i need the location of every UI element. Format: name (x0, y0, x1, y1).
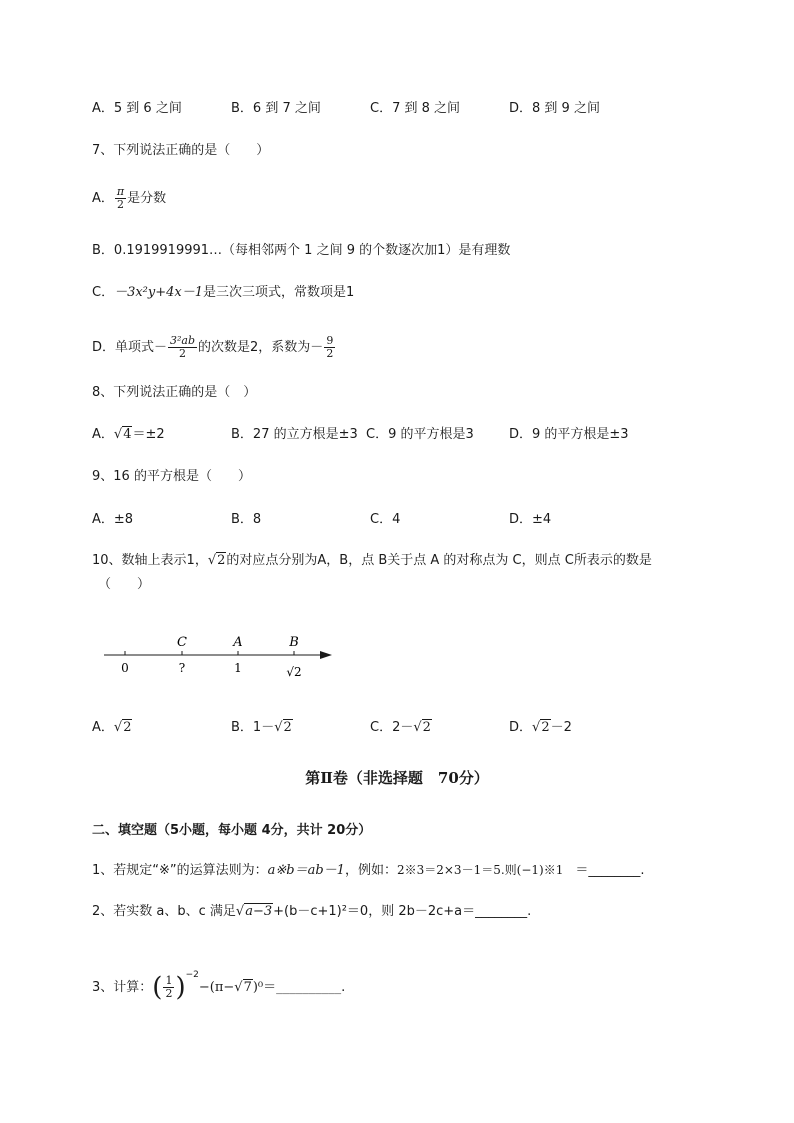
value-label-0: 0 (121, 661, 129, 675)
q10-stem-start: 10、数轴上表示1， (92, 553, 208, 568)
q7-option-a-suffix: 是分数 (127, 191, 167, 206)
q7-option-a-fraction (115, 186, 126, 211)
sqrt-symbol: √2 (207, 553, 226, 568)
fill1-example: 2※3＝2×3－1＝5.则(−1)※1 (396, 863, 564, 877)
q7-option-d (92, 335, 336, 360)
q6-option-a: A．5 到 6 之间 (92, 101, 182, 116)
fill3-fraction (163, 975, 174, 1000)
q8-stem: 8、下列说法正确的是（ ） (92, 385, 257, 400)
fill1-text-mid: ，例如： (344, 863, 397, 878)
radicand: 2 (283, 720, 292, 735)
radicand: 2 (217, 553, 226, 568)
q8-option-a-suffix: ＝±2 (132, 427, 165, 442)
sqrt-symbol: √4 (113, 427, 132, 442)
q10-option-c-prefix: C．2－ (370, 720, 414, 735)
sqrt-symbol: √2 (532, 720, 550, 735)
q7-option-d-prefix: D．单项式－ (92, 340, 168, 355)
sqrt-symbol: √2 (413, 720, 431, 735)
value-label-1: 1 (234, 661, 242, 675)
q8-option-d: D．9 的平方根是±3 (509, 427, 629, 442)
fill3-text-start: 3、计算： (92, 980, 153, 995)
q10-option-d-suffix: －2 (550, 720, 572, 735)
fraction-denominator: 2 (179, 347, 187, 360)
radicand: 2 (422, 720, 431, 735)
radicand: a−3 (245, 904, 273, 919)
q7-option-c (92, 285, 354, 301)
q7-option-d-fraction-2 (324, 335, 335, 360)
q10-option-a-prefix: A． (92, 720, 114, 735)
q7-option-a (92, 186, 166, 211)
fraction-numerator: 3²ab (170, 334, 196, 347)
sqrt-symbol: √a−3 (235, 904, 273, 919)
q10-option-c (370, 720, 432, 736)
value-label-unknown: ? (178, 661, 186, 675)
point-label-b: B (289, 635, 299, 650)
q10-option-b-prefix: B．1－ (231, 720, 275, 735)
section-heading: 二、填空题（5小题，每小题 4分，共计 20分） (92, 823, 372, 838)
q9-option-d: D．±4 (509, 512, 552, 527)
q6-option-d: D．8 到 9 之间 (509, 101, 600, 116)
q9-option-c: C．4 (370, 512, 401, 527)
q7-option-c-expression: －3x²y+4x－1 (114, 285, 204, 300)
q7-option-d-fraction-1 (168, 335, 197, 360)
radicand: 2 (541, 720, 550, 735)
sqrt-symbol: √7 (234, 980, 252, 995)
q8-option-c: C．9 的平方根是3 (366, 427, 474, 442)
point-label-a: A (233, 635, 243, 650)
number-line-diagram (98, 630, 338, 686)
q7-option-b: B．0.1919919991…（每相邻两个 1 之间 9 的个数逐次加1）是有理数 (92, 243, 511, 258)
fill3-text-end: )⁰＝__________. (252, 980, 346, 995)
q7-option-c-suffix: 是三次三项式，常数项是1 (203, 285, 355, 300)
fill2-text-start: 2、若实数 a、b、c 满足 (92, 904, 236, 919)
left-paren: ( (152, 972, 163, 1003)
value-label-sqrt2: √2 (286, 665, 302, 679)
q7-option-a-prefix: A． (92, 191, 114, 206)
arrow-right-icon (320, 651, 332, 659)
fill-question-1 (92, 862, 644, 879)
fraction-denominator: 2 (326, 347, 334, 360)
q10-option-a (92, 720, 132, 736)
q10-option-d (509, 720, 572, 736)
q7-stem: 7、下列说法正确的是（ ） (92, 143, 270, 158)
fill3-exponent: −2 (185, 970, 199, 980)
fill3-text-mid: −(π− (198, 980, 235, 995)
q10-option-d-prefix: D． (509, 720, 533, 735)
q6-option-c: C．7 到 8 之间 (370, 101, 461, 116)
fill1-text-start: 1、若规定“※”的运算法则为： (92, 863, 268, 878)
q8-option-a (92, 427, 165, 443)
q10-stem-end: 的对应点分别为A，B，点 B关于点 A 的对称点为 C，则点 C所表示的数是 (226, 553, 652, 568)
radicand: 4 (123, 427, 132, 442)
sqrt-symbol: √2 (113, 720, 132, 735)
q8-option-b: B．27 的立方根是±3 (231, 427, 358, 442)
q9-option-b: B．8 (231, 512, 262, 527)
fill1-rule: a※b＝ab－1 (267, 863, 345, 878)
q9-stem: 9、16 的平方根是（ ） (92, 469, 251, 484)
fill1-answer-blank: ＝________. (575, 863, 645, 878)
point-label-c: C (177, 635, 187, 650)
q9-option-a: A．±8 (92, 512, 134, 527)
fraction-numerator: π (116, 185, 125, 198)
q8-option-a-prefix: A． (92, 427, 114, 442)
q10-option-b (231, 720, 293, 736)
q6-option-b: B．6 到 7 之间 (231, 101, 321, 116)
fraction-numerator: 9 (326, 334, 334, 347)
radicand: 2 (123, 720, 132, 735)
right-paren: ) (175, 972, 186, 1003)
fill-question-3 (92, 960, 345, 1003)
part2-title: 第Ⅱ卷（非选择题 70分） (305, 769, 489, 787)
q10-answer-paren: （ ） (98, 577, 151, 592)
sqrt-symbol: √2 (274, 720, 292, 735)
q10-stem (92, 553, 652, 569)
radicand: 7 (243, 980, 252, 995)
q7-option-c-prefix: C． (92, 285, 115, 300)
fill-question-2 (92, 904, 531, 920)
fill2-text-end: +(b－c+1)²＝0，则 2b－2c+a＝________. (273, 904, 532, 919)
fraction-denominator: 2 (117, 198, 125, 211)
fraction-numerator: 1 (165, 974, 173, 987)
fraction-denominator: 2 (165, 987, 173, 1000)
q7-option-d-middle: 的次数是2，系数为－ (198, 340, 324, 355)
